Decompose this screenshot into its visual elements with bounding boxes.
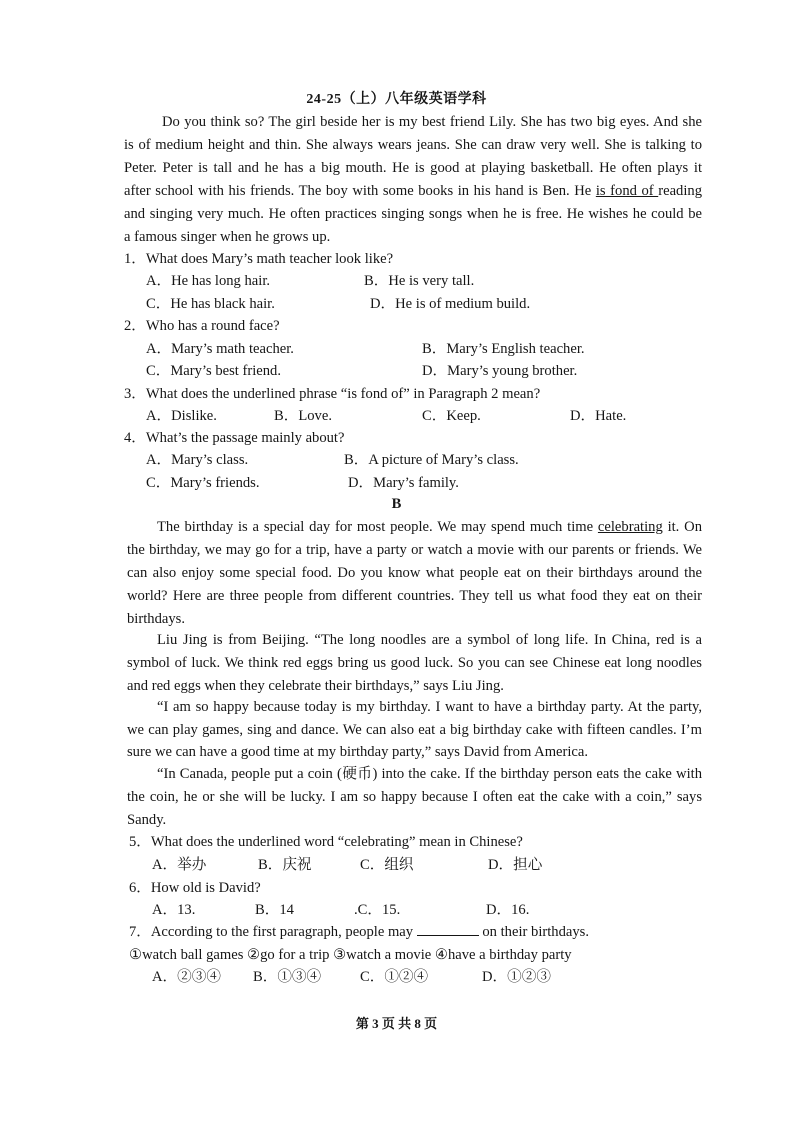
option-d: D．①②③ xyxy=(482,969,551,985)
question-stem: 3．What does the underlined phrase “is fond of” in Paragraph 2 mean? xyxy=(124,386,541,402)
passage-b-text: The birthday is a special day for most people. We may spend much time xyxy=(157,519,598,535)
passage-b-line: birthdays. xyxy=(127,611,185,627)
option-c: C．①②④ xyxy=(360,969,429,985)
passage-b-line: and red eggs when they celebrate their birthdays,” says Liu Jing. xyxy=(127,678,504,694)
option-b: B．庆祝 xyxy=(258,857,312,873)
option-c: C．组织 xyxy=(360,857,414,873)
option-c: C．Mary’s friends. xyxy=(146,475,260,491)
passage-b-text: it. On xyxy=(662,519,702,535)
passage-b-line: the coin, he or she will be lucky. I am so happy because I often eat the cake with a coin,” says xyxy=(127,789,702,805)
passage-b-line: the birthday, we may go for a trip, have a party or watch a movie with our parents or friends. We xyxy=(127,542,702,558)
passage-b-line xyxy=(157,516,702,538)
passage-a-line xyxy=(124,180,702,202)
option-d: D．Mary’s family. xyxy=(348,475,459,491)
option-a: A．Mary’s class. xyxy=(146,452,249,468)
question-stem: 6．How old is David? xyxy=(129,880,261,896)
passage-a-text: after school with his friends. The boy with some books in his hand is Ben. He xyxy=(124,183,596,199)
option-c: C．Keep. xyxy=(422,408,481,424)
passage-a-line: and singing very much. He often practices singing songs when he is free. He wishes he could be xyxy=(124,206,702,222)
option-d: D．He is of medium build. xyxy=(370,296,531,312)
option-a: A．He has long hair. xyxy=(146,273,271,289)
page-number: 第 3 页 共 8 页 xyxy=(355,1016,438,1031)
question-stem: 5．What does the underlined word “celebrating” mean in Chinese? xyxy=(129,834,523,850)
option-c: .C．15. xyxy=(354,902,401,918)
question-stem: 1．What does Mary’s math teacher look like? xyxy=(124,251,394,267)
option-b: B．Mary’s English teacher. xyxy=(422,341,585,357)
option-a: A．Dislike. xyxy=(146,408,217,424)
option-d: D．16. xyxy=(486,902,530,918)
underlined-phrase: is fond of xyxy=(595,183,659,199)
passage-b-line: world? Here are three people from different countries. They tell us what food they eat on their xyxy=(127,588,702,604)
question-stem: 4．What’s the passage mainly about? xyxy=(124,430,345,446)
section-heading: B xyxy=(391,496,402,512)
passage-b-line: Liu Jing is from Beijing. “The long noodles are a symbol of long life. In China, red is a xyxy=(157,632,702,648)
passage-b-line: “I am so happy because today is my birthday. I want to have a birthday party. At the party, xyxy=(157,699,702,715)
page-title: 24-25（上）八年级英语学科 xyxy=(306,92,487,107)
option-b: B．①③④ xyxy=(253,969,322,985)
passage-b-line: Sandy. xyxy=(127,812,167,828)
passage-b-line: can also enjoy some special food. Do you know what people eat on their birthdays around the xyxy=(127,565,702,581)
option-a: A．举办 xyxy=(152,857,207,873)
option-c: C．Mary’s best friend. xyxy=(146,363,281,379)
option-b: B．14 xyxy=(255,902,294,918)
passage-a-line: a famous singer when he grows up. xyxy=(124,229,331,245)
option-a: A．Mary’s math teacher. xyxy=(146,341,294,357)
underlined-word: celebrating xyxy=(597,519,663,535)
option-c: C．He has black hair. xyxy=(146,296,275,312)
option-b: B．He is very tall. xyxy=(364,273,475,289)
passage-a-line: is of medium height and thin. She always wears jeans. She can draw very well. She is talking to xyxy=(124,137,702,153)
option-b: B．A picture of Mary’s class. xyxy=(344,452,519,468)
question-text: 7．According to the first paragraph, people may xyxy=(129,924,417,940)
passage-b-line: sure we can have a good time at my birthday party,” says David from America. xyxy=(127,744,589,760)
option-a: A．②③④ xyxy=(152,969,221,985)
choice-items: ①watch ball games ②go for a trip ③watch a movie ④have a birthday party xyxy=(129,947,572,963)
option-d: D．Mary’s young brother. xyxy=(422,363,578,379)
passage-b-line: symbol of luck. We think red eggs bring us good luck. So you can see Chinese eat long noodles xyxy=(127,655,702,671)
answer-blank xyxy=(417,922,479,936)
passage-a-line: Do you think so? The girl beside her is my best friend Lily. She has two big eyes. And she xyxy=(162,114,702,130)
passage-b-line: “In Canada, people put a coin (硬币) into the cake. If the birthday person eats the cake with xyxy=(157,766,702,782)
option-d: D．担心 xyxy=(488,857,543,873)
question-stem: 2．Who has a round face? xyxy=(124,318,280,334)
question-text: on their birthdays. xyxy=(478,924,589,940)
passage-a-text: reading xyxy=(658,183,702,199)
option-d: D．Hate. xyxy=(570,408,627,424)
passage-b-line: we can play games, sing and dance. We can also eat a big birthday cake with fifteen candles. I’m xyxy=(127,722,702,738)
question-stem xyxy=(129,921,704,943)
option-a: A．13. xyxy=(152,902,196,918)
option-b: B．Love. xyxy=(274,408,332,424)
passage-a-line: Peter. Peter is tall and he has a big mouth. He is good at playing basketball. He often plays it xyxy=(124,160,702,176)
